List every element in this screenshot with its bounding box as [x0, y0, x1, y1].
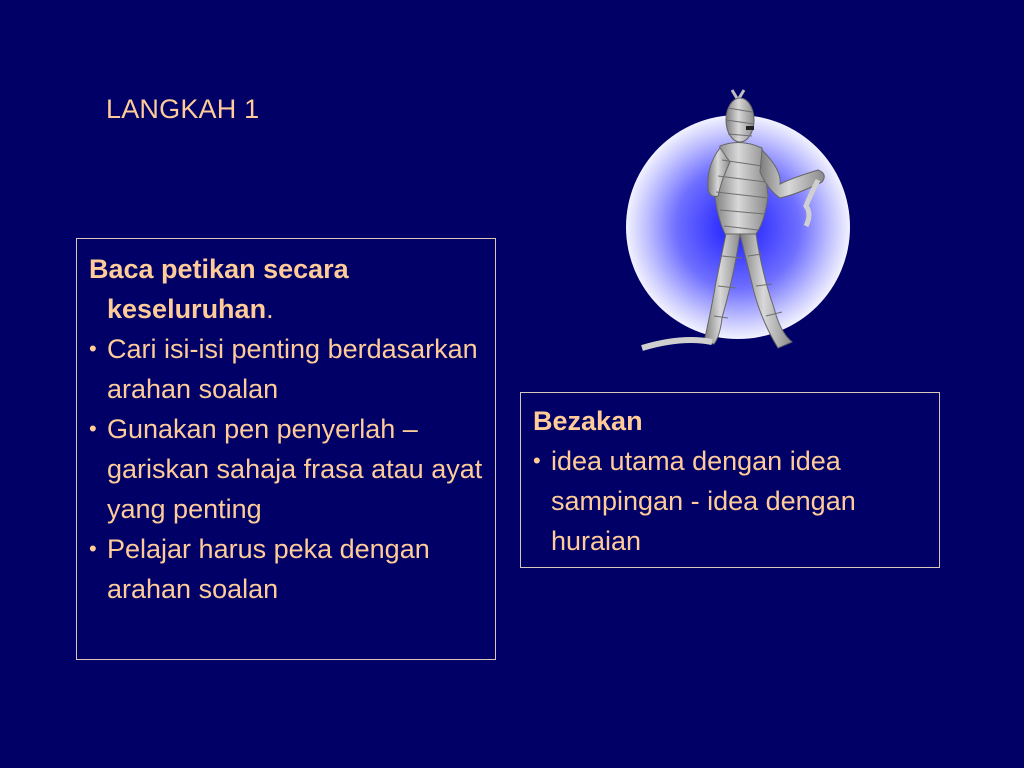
slide-title: LANGKAH 1 [106, 94, 260, 124]
distinguish-box-heading: Bezakan [533, 406, 643, 436]
steps-list-item-text: Cari isi-isi penting berdasarkan arahan soalan [107, 334, 478, 404]
bullet-icon: • [533, 448, 541, 473]
steps-list-item-text: Pelajar harus peka dengan arahan soalan [107, 534, 430, 604]
steps-box-heading-tail: . [266, 294, 274, 324]
steps-list-item [89, 529, 485, 609]
steps-box [76, 238, 496, 660]
bullet-icon: • [89, 416, 97, 441]
steps-box-heading-bold: Baca petikan secara keseluruhan [89, 254, 349, 324]
distinguish-box [520, 392, 940, 568]
steps-box-heading [89, 249, 485, 329]
mummy-figure-icon [622, 86, 854, 356]
distinguish-list-item-text: idea utama dengan idea sampingan - idea dengan huraian [551, 446, 856, 556]
steps-list-item-text: Gunakan pen penyerlah – gariskan sahaja frasa atau ayat yang penting [107, 414, 483, 524]
steps-list [89, 329, 485, 609]
bullet-icon: • [89, 536, 97, 561]
distinguish-list-item [533, 441, 929, 561]
steps-list-item [89, 329, 485, 409]
steps-list-item [89, 409, 485, 529]
distinguish-list [533, 441, 929, 561]
bullet-icon: • [89, 336, 97, 361]
